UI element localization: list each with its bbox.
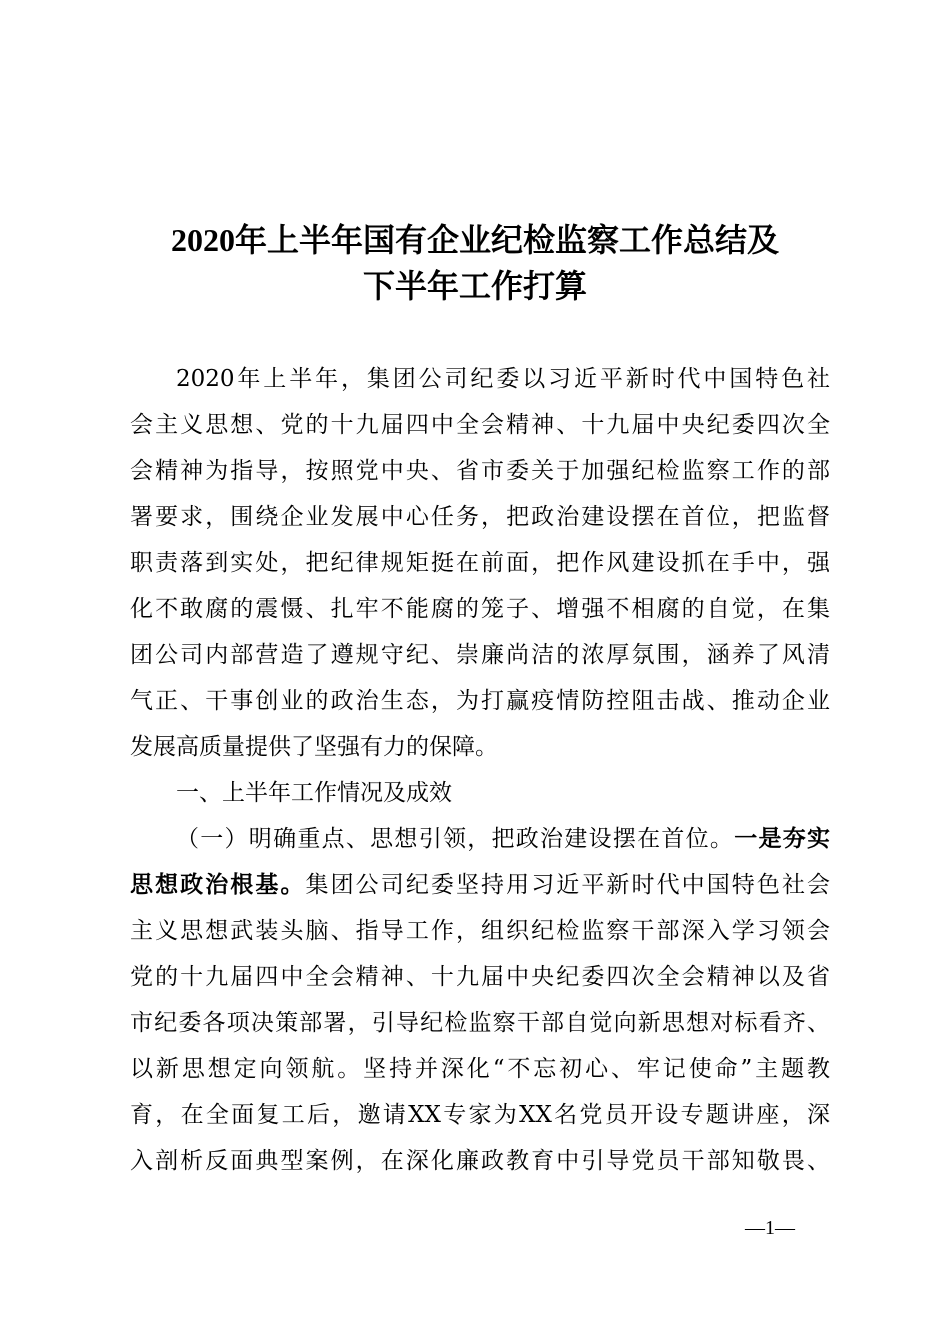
paragraph-line: 气正、干事创业的政治生态，为打赢疫情防控阻击战、推动企业 bbox=[130, 688, 830, 714]
paragraph-line: 育，在全面复工后，邀请XX专家为XX名党员开设专题讲座，深 bbox=[130, 1102, 830, 1128]
subheading-text: （一）明确重点、思想引领，把政治建设摆在首位。 bbox=[176, 826, 735, 852]
paragraph-line: 市纪委各项决策部署，引导纪检监察干部自觉向新思想对标看齐、 bbox=[130, 1010, 830, 1036]
body-text: 集团公司纪委坚持用习近平新时代中国特色社会 bbox=[305, 872, 831, 898]
page-number: —1— bbox=[745, 1217, 795, 1239]
paragraph-line: 会精神为指导，按照党中央、省市委关于加强纪检监察工作的部 bbox=[130, 458, 830, 484]
paragraph-line: 署要求，围绕企业发展中心任务，把政治建设摆在首位，把监督 bbox=[130, 504, 830, 530]
section-heading: 一、上半年工作情况及成效 bbox=[176, 780, 452, 806]
bold-lead-text: 思想政治根基。 bbox=[130, 872, 306, 898]
paragraph-line: 主义思想武装头脑、指导工作，组织纪检监察干部深入学习领会 bbox=[130, 918, 830, 944]
paragraph-line bbox=[176, 816, 830, 862]
document-title-line-1: 2020年上半年国有企业纪检监察工作总结及 bbox=[170, 222, 779, 258]
paragraph-line: 以新思想定向领航。坚持并深化“不忘初心、牢记使命”主题教 bbox=[130, 1056, 830, 1082]
paragraph-line: 团公司内部营造了遵规守纪、崇廉尚洁的浓厚氛围，涵养了风清 bbox=[130, 642, 830, 668]
paragraph-line: 化不敢腐的震慑、扎牢不能腐的笼子、增强不相腐的自觉，在集 bbox=[130, 596, 830, 622]
paragraph-line: 职责落到实处，把纪律规矩挺在前面，把作风建设抓在手中，强 bbox=[130, 550, 830, 576]
paragraph-line: 入剖析反面典型案例，在深化廉政教育中引导党员干部知敬畏、 bbox=[130, 1148, 830, 1174]
paragraph-line: 2020年上半年，集团公司纪委以习近平新时代中国特色社 bbox=[176, 366, 830, 392]
paragraph-line: 会主义思想、党的十九届四中全会精神、十九届中央纪委四次全 bbox=[130, 412, 830, 438]
paragraph-line: 发展高质量提供了坚强有力的保障。 bbox=[130, 734, 498, 760]
document-title-line-2: 下半年工作打算 bbox=[362, 268, 587, 304]
bold-lead-text: 一是夯实 bbox=[734, 826, 831, 852]
paragraph-line: 党的十九届四中全会精神、十九届中央纪委四次全会精神以及省 bbox=[130, 964, 830, 990]
paragraph-line bbox=[130, 862, 830, 908]
